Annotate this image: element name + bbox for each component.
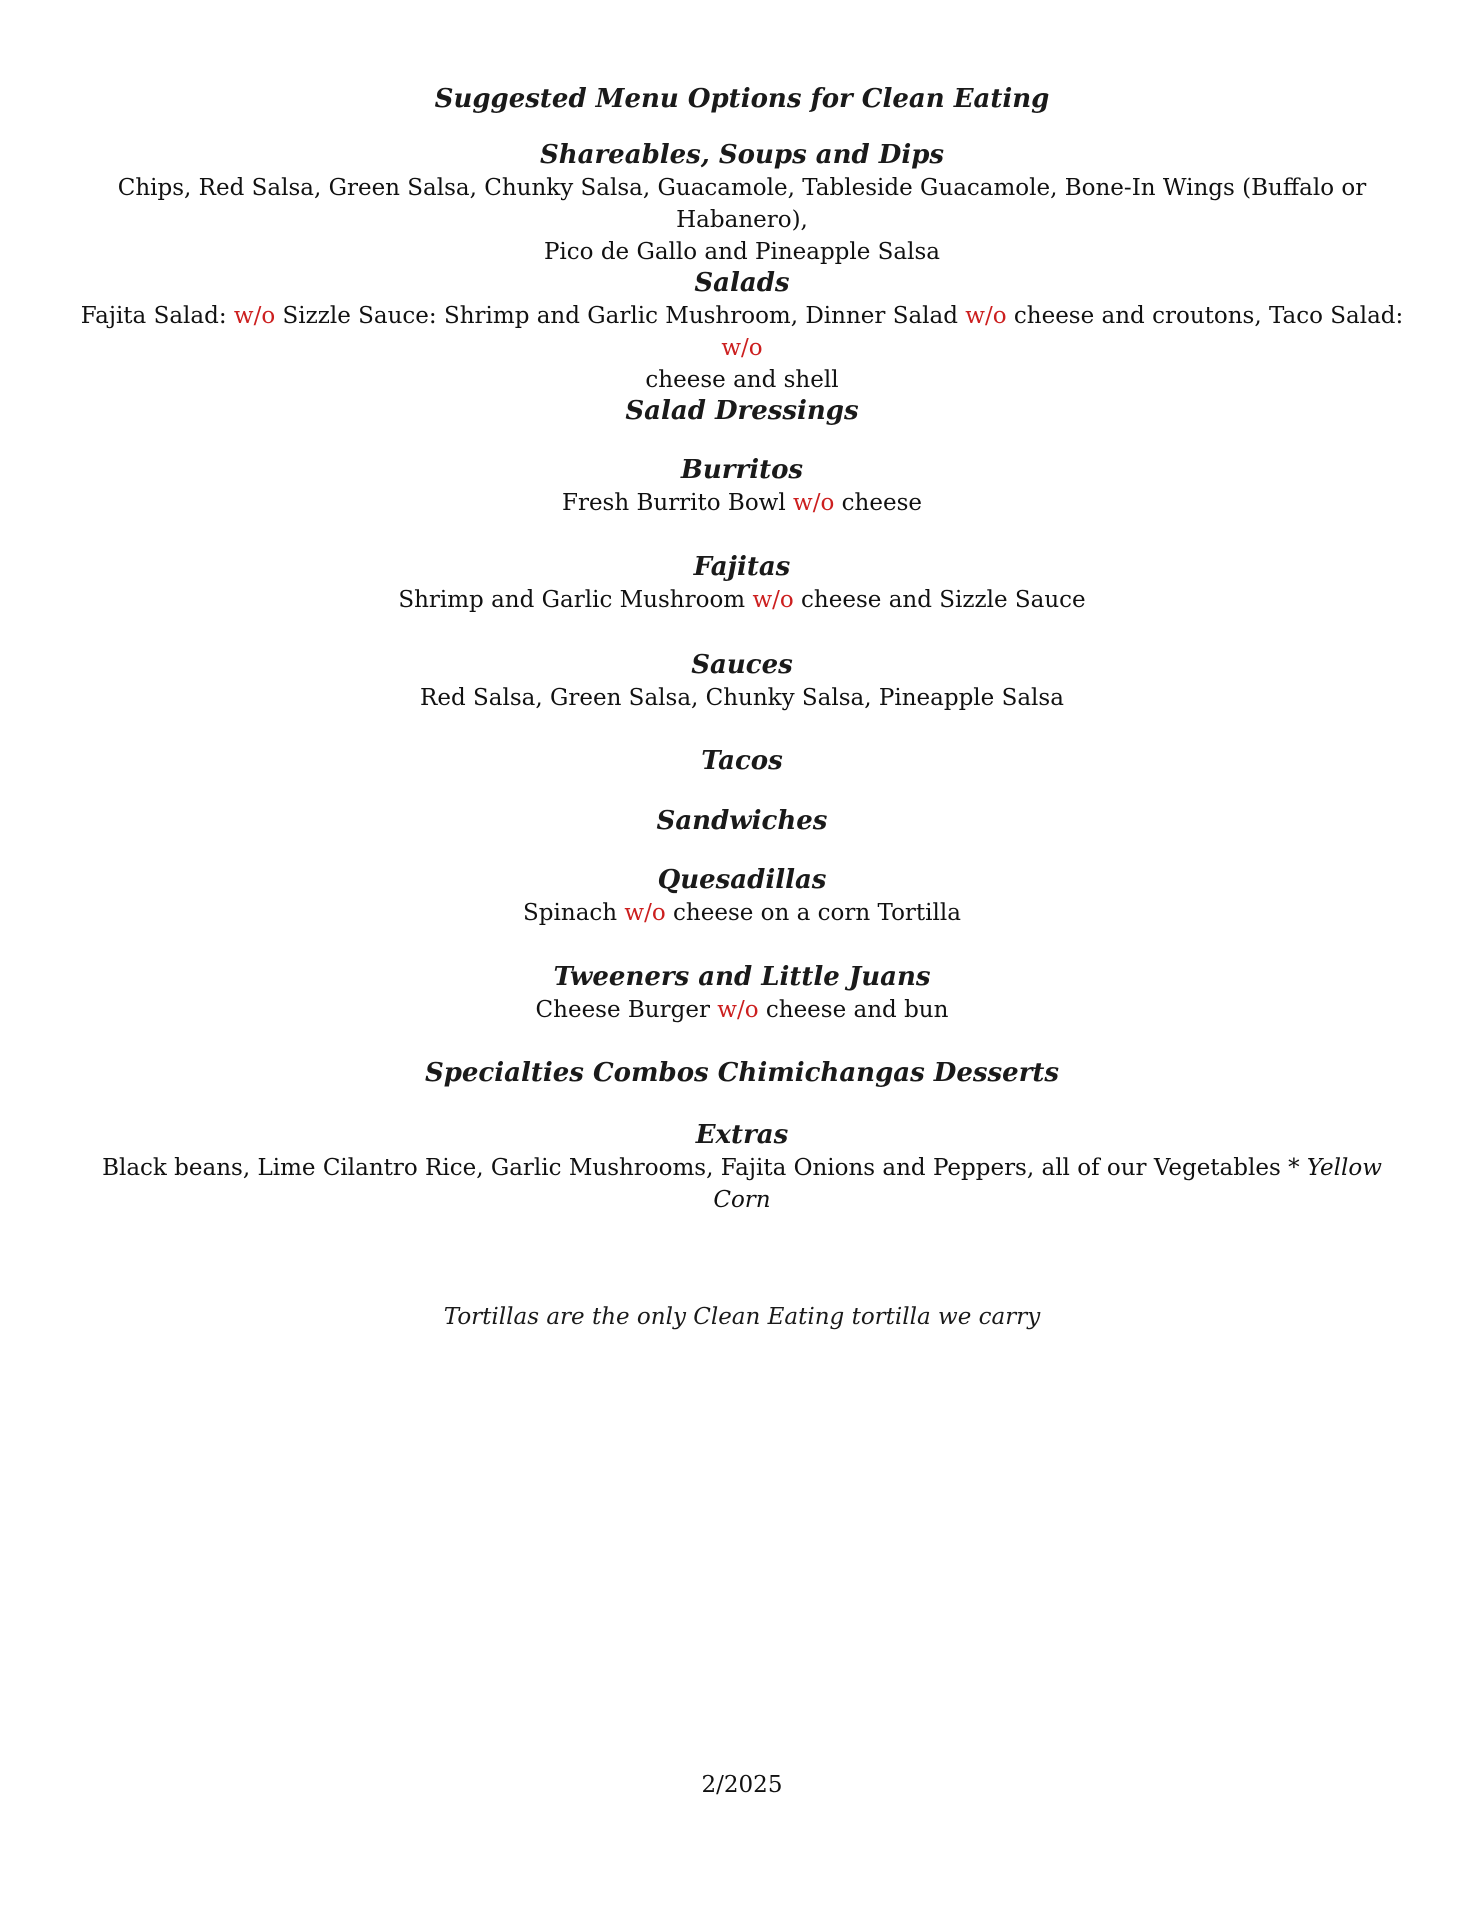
items-text: cheese and croutons, Taco Salad: — [1006, 303, 1404, 329]
section-text — [80, 1152, 1404, 1216]
items-line: Chips, Red Salsa, Green Salsa, Chunky Salsa, Guacamole, Tableside Guacamole, Bone-In Wings (Buffalo or Habanero), — [117, 175, 1367, 233]
items-text: cheese and shell — [645, 367, 839, 393]
items-line: Pico de Gallo and Pineapple Salsa — [543, 239, 941, 265]
section-heading: Salad Dressings — [625, 396, 859, 426]
without-marker: w/o — [793, 490, 835, 516]
section-extras — [80, 1118, 1404, 1216]
section-sauces — [80, 648, 1404, 714]
items-text: Spinach — [523, 900, 625, 926]
section-heading: Sandwiches — [656, 806, 828, 836]
items-text: Fresh Burrito Bowl — [561, 490, 794, 516]
section-heading: Shareables, Soups and Dips — [539, 140, 945, 170]
items-text: Cheese Burger — [535, 997, 718, 1023]
items-text: cheese and bun — [758, 997, 949, 1023]
section-quesadillas — [80, 863, 1404, 929]
tortilla-footnote: Tortillas are the only Clean Eating tortilla we carry — [443, 1304, 1041, 1330]
section-tweeners — [80, 960, 1404, 1026]
without-marker: w/o — [721, 335, 763, 361]
section-text — [80, 994, 1404, 1026]
section-heading: Salads — [694, 268, 790, 298]
section-text — [80, 584, 1404, 616]
items-text: cheese and Sizzle Sauce — [793, 587, 1086, 613]
without-marker: w/o — [233, 303, 276, 329]
section-heading: Fajitas — [693, 552, 791, 582]
items-text: Shrimp and Garlic Mushroom — [398, 587, 753, 613]
section-fajitas — [80, 550, 1404, 616]
section-heading: Sauces — [691, 650, 793, 680]
yellow-corn-note: * Yellow Corn — [713, 1155, 1382, 1213]
section-salads — [80, 266, 1404, 396]
without-marker: w/o — [624, 900, 666, 926]
items-text: cheese — [834, 490, 922, 516]
section-burritos — [80, 453, 1404, 519]
section-heading: Tacos — [701, 746, 783, 776]
section-text — [80, 300, 1404, 396]
without-marker: w/o — [752, 587, 794, 613]
without-marker: w/o — [717, 997, 759, 1023]
section-tacos — [80, 744, 1404, 778]
section-text: Red Salsa, Green Salsa, Chunky Salsa, Pineapple Salsa — [420, 685, 1064, 711]
items-text: cheese on a corn Tortilla — [665, 900, 961, 926]
revision-date: 2/2025 — [701, 1772, 783, 1798]
section-sandwiches — [80, 804, 1404, 838]
section-text — [80, 172, 1404, 268]
section-text — [80, 487, 1404, 519]
section-heading: Burritos — [680, 455, 804, 485]
section-text — [80, 897, 1404, 929]
section-shareables — [80, 138, 1404, 268]
section-heading: Extras — [695, 1120, 789, 1150]
section-salad-dressings — [80, 394, 1404, 428]
items-text: Fajita Salad: — [80, 303, 234, 329]
page-title: Suggested Menu Options for Clean Eating — [434, 84, 1050, 114]
section-specialties — [80, 1056, 1404, 1090]
section-heading: Tweeners and Little Juans — [553, 962, 931, 992]
without-marker: w/o — [965, 303, 1007, 329]
section-heading: Specialties Combos Chimichangas Desserts — [424, 1058, 1060, 1088]
items-text: Black beans, Lime Cilantro Rice, Garlic Mushrooms, Fajita Onions and Peppers, all of our Vegetables — [102, 1155, 1289, 1181]
items-text: Sizzle Sauce: Shrimp and Garlic Mushroom, Dinner Salad — [275, 303, 966, 329]
section-heading: Quesadillas — [657, 865, 827, 895]
